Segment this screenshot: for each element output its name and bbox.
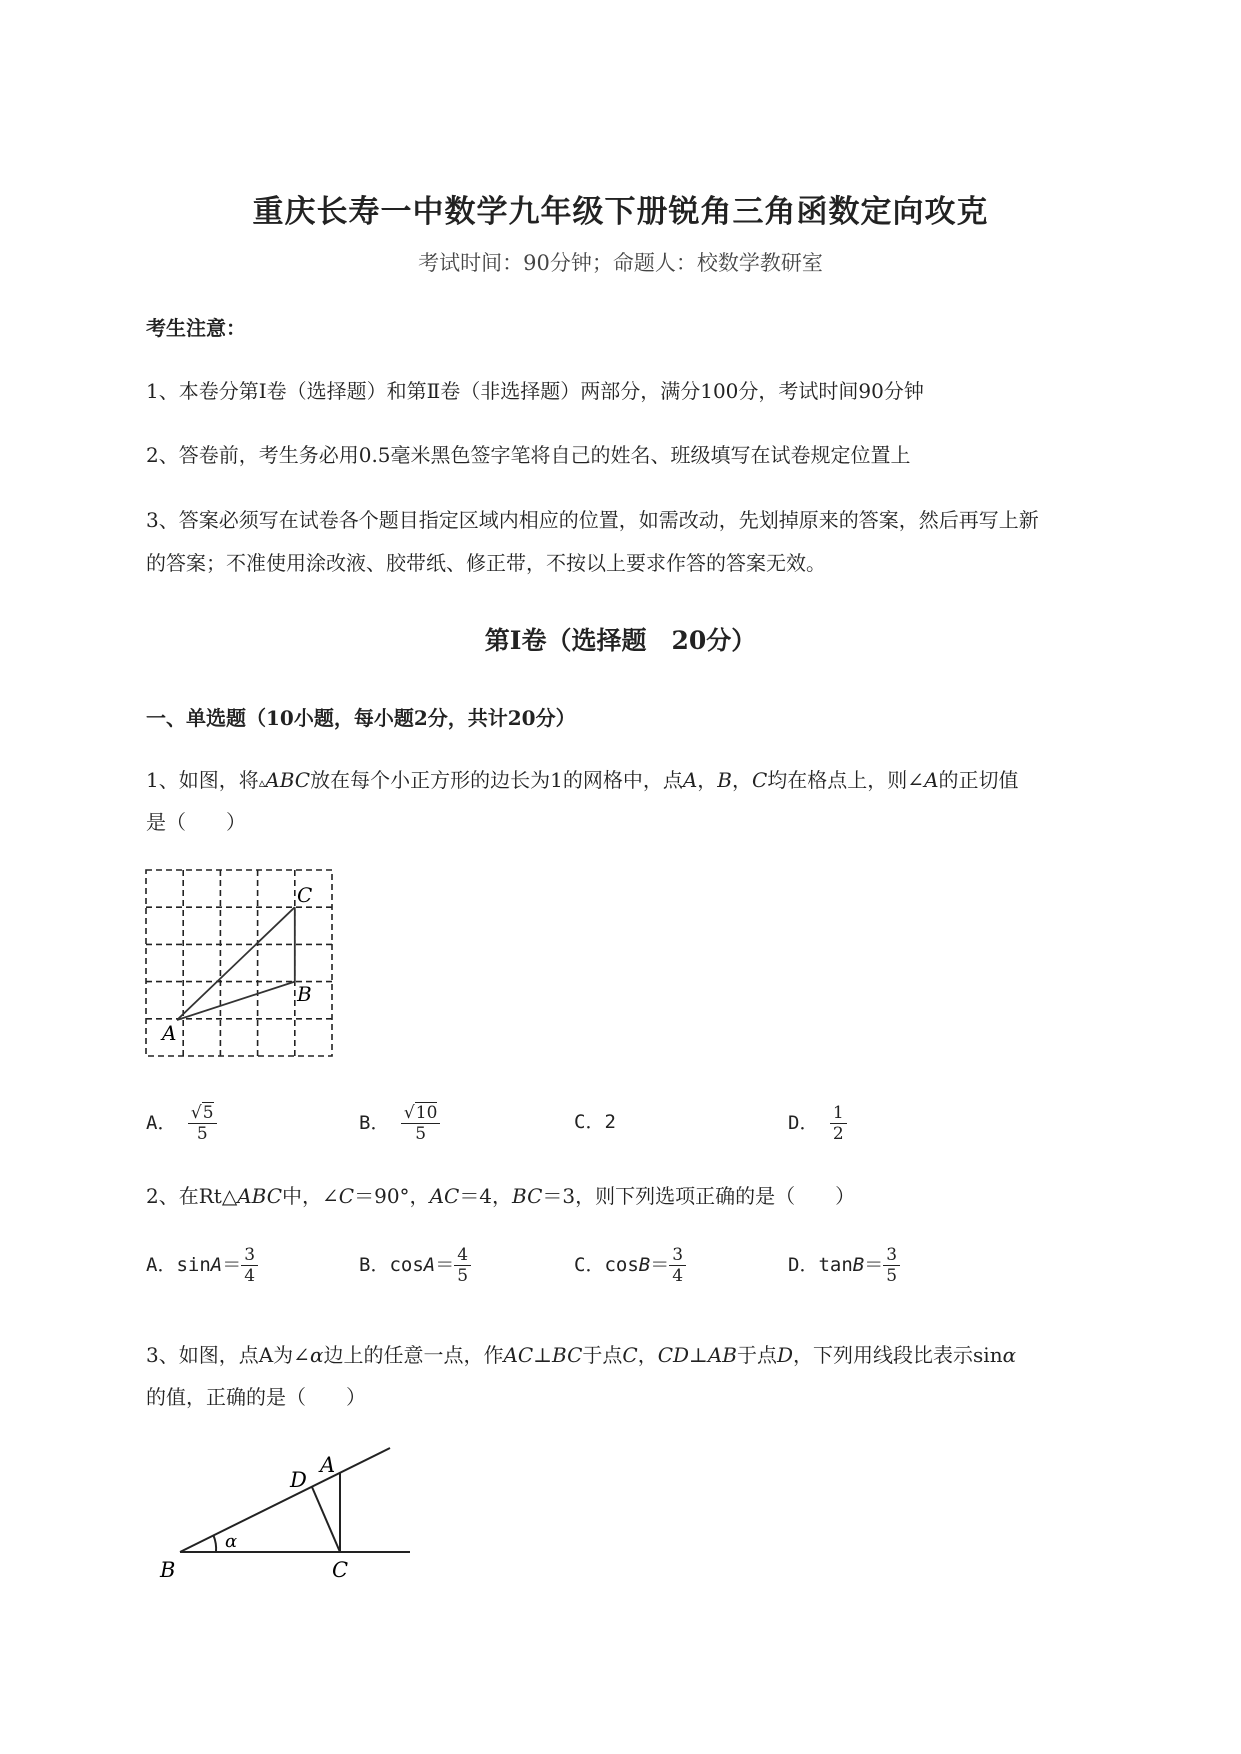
question-1-option-c[interactable]: C．2 bbox=[574, 1111, 616, 1133]
notice-item-3-line-2: 的答案；不准使用涂改液、胶带纸、修正带，不按以上要求作答的答案无效。 bbox=[146, 551, 826, 575]
question-2-text: 2、在Rt△ABC中，∠C＝90°，AC＝4，BC＝3，则下列选项正确的是（ ） bbox=[146, 1184, 856, 1208]
notice-item-3-line-1: 3、答案必须写在试卷各个题目指定区域内相应的位置，如需改动，先划掉原来的答案，然后再写上新 bbox=[146, 508, 1039, 532]
point-b-label: B bbox=[297, 982, 312, 1006]
question-2-option-a[interactable]: A．sinA＝ $\frac{3}{4}$ bbox=[146, 1245, 258, 1286]
question-1-line-2: 是（ ） bbox=[146, 810, 246, 834]
point-c-label: C bbox=[297, 883, 313, 907]
question-1-line-1: 1、如图，将▵ABC放在每个小正方形的边长为1的网格中，点A，B，C均在格点上，则∠A的正切值 bbox=[146, 768, 1019, 792]
point-c-label: C bbox=[332, 1558, 349, 1582]
point-a-label: A bbox=[320, 1453, 336, 1477]
question-3-angle-figure bbox=[140, 1430, 430, 1590]
point-b-label: B bbox=[160, 1558, 176, 1582]
point-a-label: A bbox=[162, 1021, 177, 1045]
question-3-line-1: 3、如图，点A为∠α边上的任意一点，作AC⊥BC于点C，CD⊥AB于点D，下列用线段比表示sinα bbox=[146, 1343, 1017, 1367]
question-1-option-b[interactable]: B． $\frac{√10}{5}$ bbox=[359, 1103, 440, 1144]
question-1-grid-figure bbox=[140, 862, 340, 1062]
point-d-label: D bbox=[290, 1468, 307, 1492]
question-3-line-2: 的值，正确的是（ ） bbox=[146, 1385, 366, 1409]
question-1-option-d[interactable]: D． $\frac{1}{2}$ bbox=[788, 1103, 847, 1144]
notice-item-2: 2、答卷前，考生务必用0.5毫米黑色签字笔将自己的姓名、班级填写在试卷规定位置上 bbox=[146, 443, 911, 467]
exam-info: 考试时间：90分钟；命题人：校数学教研室 bbox=[418, 251, 823, 275]
question-2-option-c[interactable]: C．cosB＝ $\frac{3}{4}$ bbox=[574, 1245, 686, 1286]
question-2-option-b[interactable]: B．cosA＝ $\frac{4}{5}$ bbox=[359, 1245, 471, 1286]
notice-item-1: 1、本卷分第Ⅰ卷（选择题）和第Ⅱ卷（非选择题）两部分，满分100分，考试时间90分钟 bbox=[146, 379, 924, 403]
section-title: 第Ⅰ卷（选择题 20分） bbox=[484, 626, 757, 655]
question-group-title: 一、单选题（10小题，每小题2分，共计20分） bbox=[146, 706, 576, 730]
notice-heading: 考生注意： bbox=[146, 316, 246, 340]
angle-alpha-label: α bbox=[225, 1531, 238, 1552]
question-2-option-d[interactable]: D．tanB＝ $\frac{3}{5}$ bbox=[788, 1245, 900, 1286]
page-title: 重庆长寿一中数学九年级下册锐角三角函数定向攻克 bbox=[252, 194, 989, 230]
question-1-option-a[interactable]: A． $\frac{√5}{5}$ bbox=[146, 1103, 217, 1144]
